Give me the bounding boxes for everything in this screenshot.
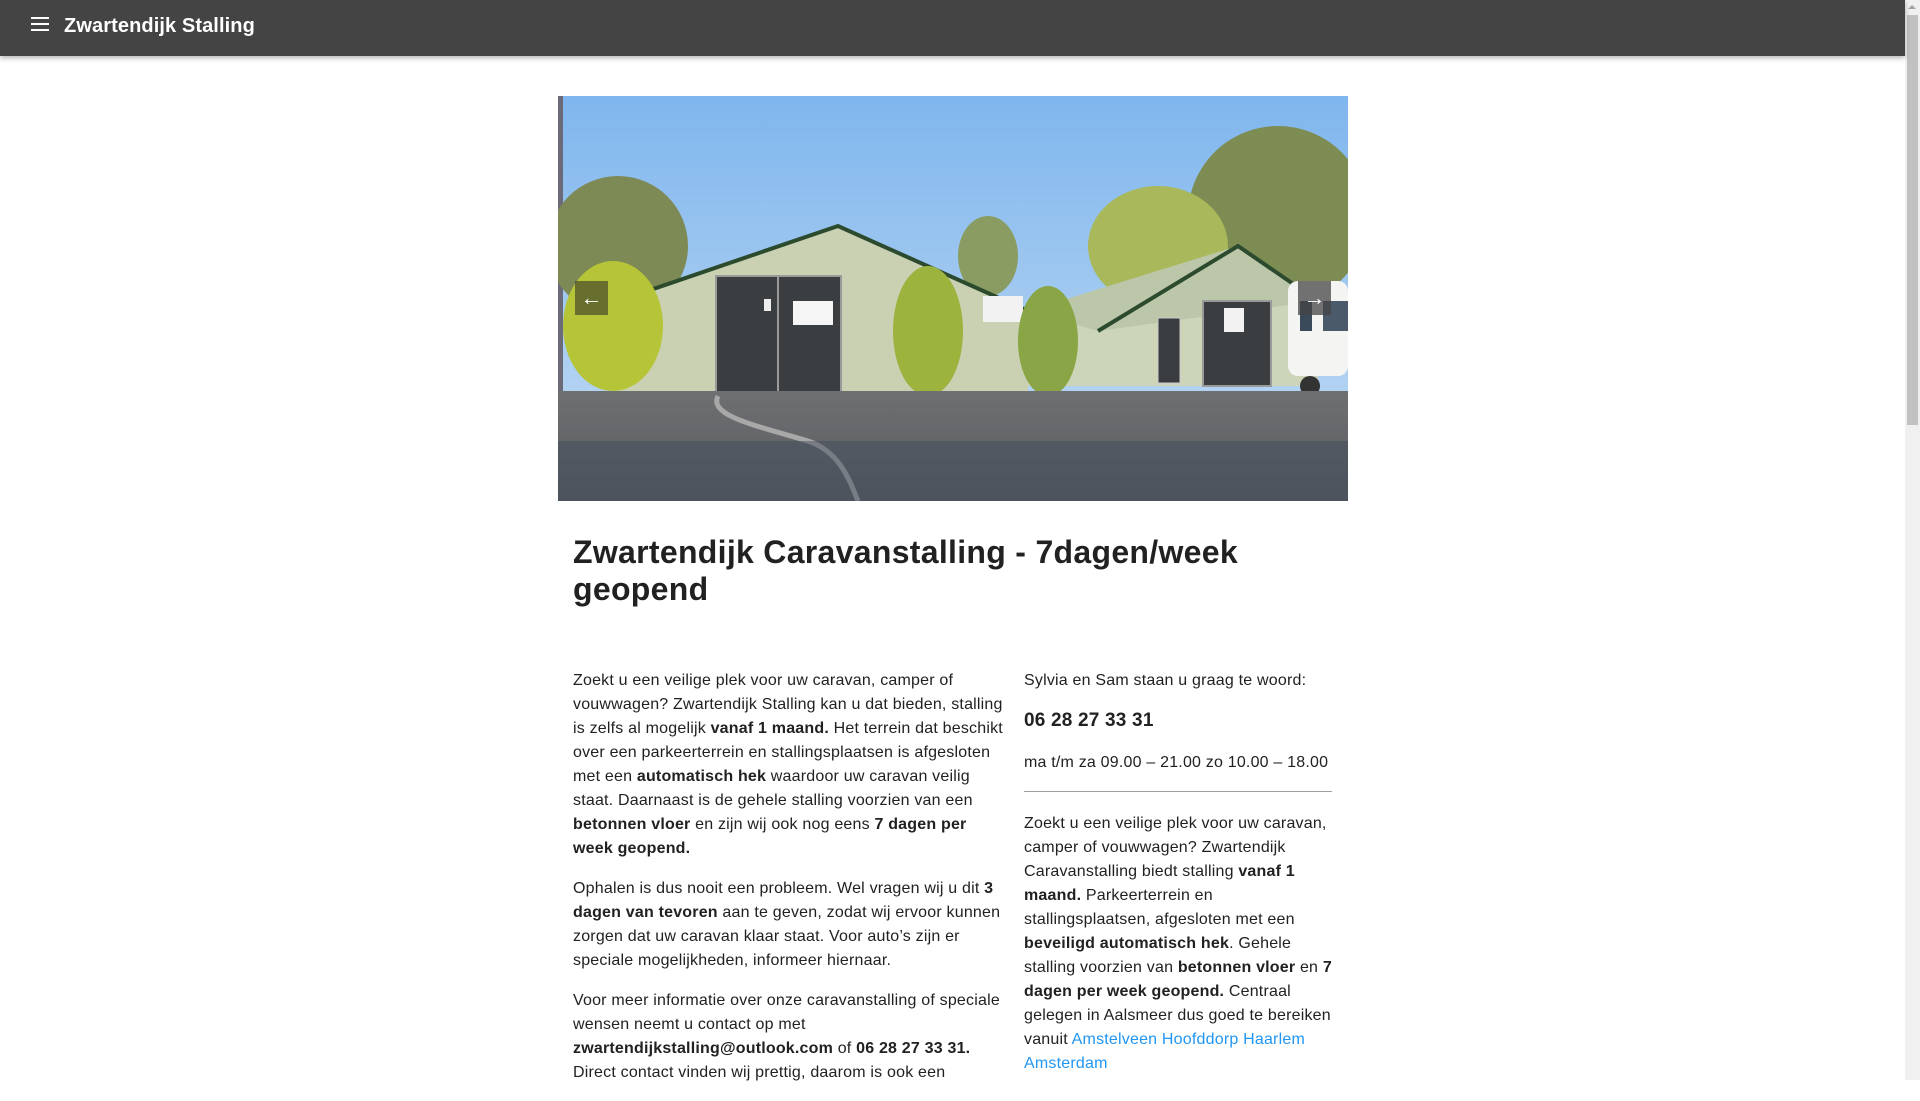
contact-intro: Sylvia en Sam staan u graag te woord:: [1024, 672, 1307, 689]
location-link-amstelveen[interactable]: Amstelveen: [1071, 1031, 1158, 1048]
carousel-photo: [558, 96, 1348, 501]
page-title: Zwartendijk Caravanstalling - 7dagen/week geopend: [573, 534, 1238, 607]
summary-text: Zoekt u een veilige plek voor uw caravan, camper of vouwwagen? Zwartendijk Caravanstalling biedt stalling vanaf 1 maand. Parkeerterrein en stallingsplaatsen, afgesloten met een beveiligd automatisch hek. Gehele stalling voorzien van betonnen vloer en 7 dagen per week geopend. Centraal gelegen in Aalsmeer dus goed te bereiken vanuit: [1024, 815, 1332, 1048]
app-bar: [0, 0, 1905, 56]
image-carousel: [558, 96, 1348, 501]
location-link-amsterdam[interactable]: Amsterdam: [1024, 1055, 1108, 1072]
hamburger-menu-icon[interactable]: [28, 14, 52, 34]
contact-phone[interactable]: 06 28 27 33 31: [1024, 710, 1154, 731]
carousel-prev-button[interactable]: [575, 281, 608, 315]
location-link-haarlem[interactable]: Haarlem: [1243, 1031, 1305, 1048]
arrow-right-icon: →: [1303, 285, 1326, 310]
app-title[interactable]: Zwartendijk Stalling: [64, 15, 255, 37]
location-link-hoofddorp[interactable]: Hoofddorp: [1161, 1031, 1239, 1048]
vertical-scrollbar[interactable]: [1905, 0, 1920, 1080]
summary-paragraph: [1024, 812, 1334, 1076]
intro-paragraph-3: Voor meer informatie over onze caravanstalling of speciale wensen neemt u contact op met zwartendijkstalling@outlook.com of 06 28 27 33 31. Direct contact vinden wij prettig, daarom is ook een: [573, 992, 1000, 1081]
scroll-up-arrow-icon[interactable]: [1908, 5, 1916, 9]
arrow-left-icon: ←: [580, 285, 603, 310]
opening-hours: ma t/m za 09.00 – 21.00 zo 10.00 – 18.00: [1024, 754, 1329, 771]
divider: [1024, 791, 1332, 792]
intro-paragraph-2: Ophalen is dus nooit een probleem. Wel vragen wij u dit 3 dagen van tevoren aan te geven, zodat wij ervoor kunnen zorgen dat uw caravan klaar staat. Voor auto’s zijn er speciale mogelijkheden, informeer hiernaar.: [573, 880, 1001, 969]
carousel-next-button[interactable]: [1298, 281, 1331, 315]
scroll-thumb[interactable]: [1907, 15, 1918, 425]
intro-column: [573, 669, 1008, 1101]
contact-column: [1024, 669, 1334, 1092]
intro-paragraph-1: Zoekt u een veilige plek voor uw caravan, camper of vouwwagen? Zwartendijk Stalling kan u dat bieden, stalling is zelfs al mogelijk vanaf 1 maand. Het terrein dat beschikt over een parkeerterrein en stallingsplaatsen is afgesloten met een automatisch hek waardoor uw caravan veilig staat. Daarnaast is de gehele stalling voorzien van een betonnen vloer en zijn wij ook nog eens 7 dagen per week geopend.: [573, 672, 1003, 857]
